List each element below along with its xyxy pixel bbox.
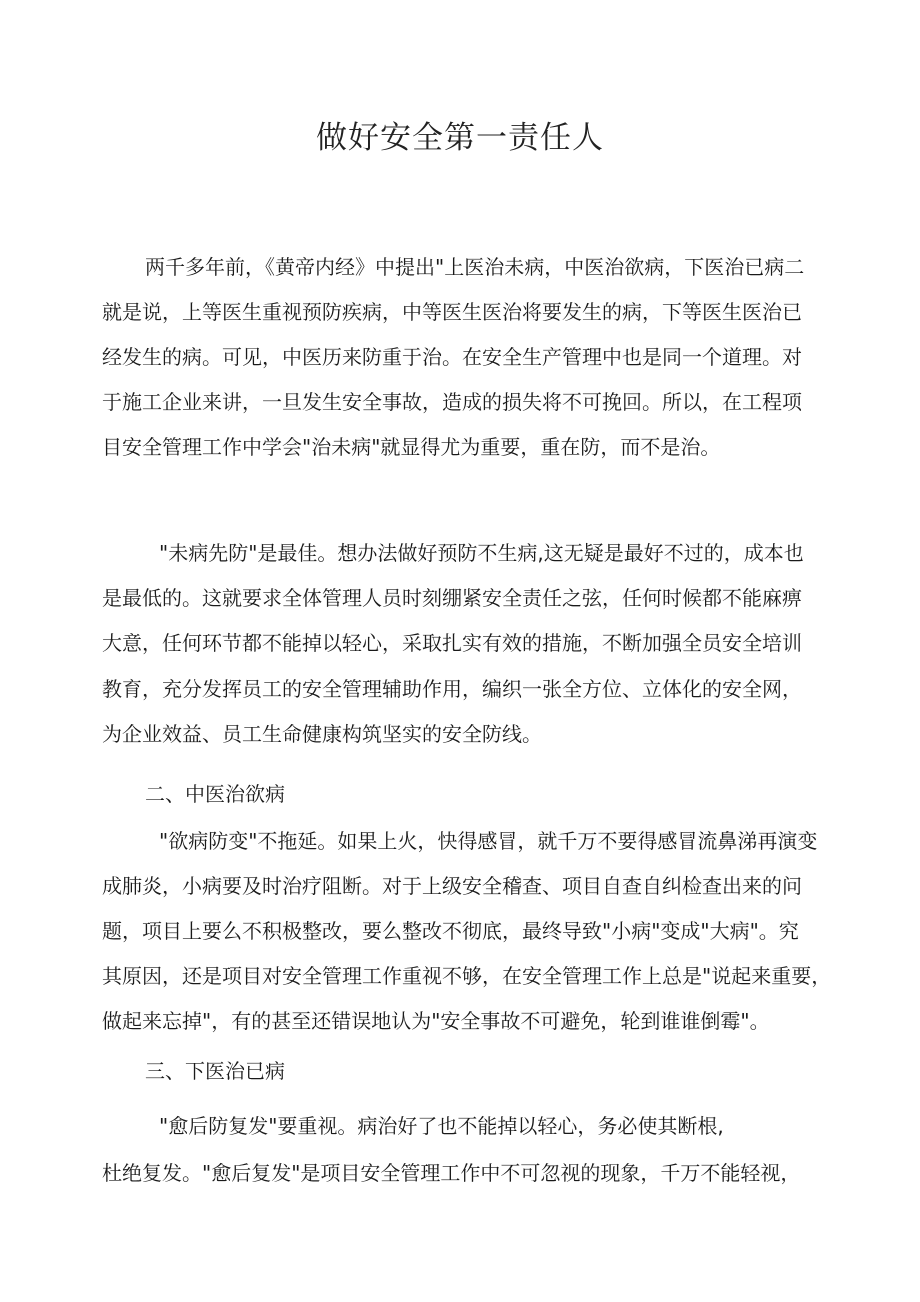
text-line: 大意，任何环节都不能掉以轻心，采取扎实有效的措施，不断加强全员安全培训 [102,631,802,655]
document-title: 做好安全第一责任人 [316,120,604,156]
text-line: 成肺炎，小病要及时治疗阻断。对于上级安全稽查、项目自查自纠检查出来的问 [102,874,802,898]
text-line: 为企业效益、员工生命健康构筑坚实的安全防线。 [102,722,542,746]
text-line: 杜绝复发。"愈后复发"是项目安全管理工作中不可忽视的现象，千万不能轻视， [102,1161,801,1185]
text-line: 其原因，还是项目对安全管理工作重视不够，在安全管理工作上总是"说起来重要， [102,964,832,988]
section-heading: 三、下医治已病 [145,1059,285,1083]
text-line: 题，项目上要么不积极整改，要么整改不彻底，最终导致"小病"变成"大病"。究 [102,919,799,943]
text-line: 于施工企业来讲，一旦发生安全事故，造成的损失将不可挽回。所以，在工程项 [102,390,802,414]
text-line: 经发生的病。可见，中医历来防重于治。在安全生产管理中也是同一个道理。对 [102,345,802,369]
text-line: "欲病防变"不拖延。如果上火，快得感冒，就千万不要得感冒流鼻涕再演变 [159,829,818,853]
text-line: 是最低的。这就要求全体管理人员时刻绷紧安全责任之弦，任何时候都不能麻痹 [102,586,802,610]
section-heading: 二、中医治欲病 [145,782,285,806]
text-line: 做起来忘掉"，有的甚至还错误地认为"安全事故不可避免，轮到谁谁倒霉"。 [102,1009,770,1033]
text-line: 教育，充分发挥员工的安全管理辅助作用，编织一张全方位、立体化的安全网， [102,677,802,701]
text-line: 两千多年前，《黄帝内经》中提出"上医治未病，中医治欲病，下医治已病二 [145,255,805,279]
text-line: 就是说，上等医生重视预防疾病，中等医生医治将要发生的病，下等医生医治已 [102,300,802,324]
text-line: "未病先防"是最佳。想办法做好预防不生病,这无疑是最好不过的，成本也 [159,541,804,565]
text-line: 目安全管理工作中学会"治未病"就显得尤为重要，重在防，而不是治。 [102,435,721,459]
text-line: "愈后防复发"要重视。病治好了也不能掉以轻心，务必使其断根, [159,1114,724,1138]
